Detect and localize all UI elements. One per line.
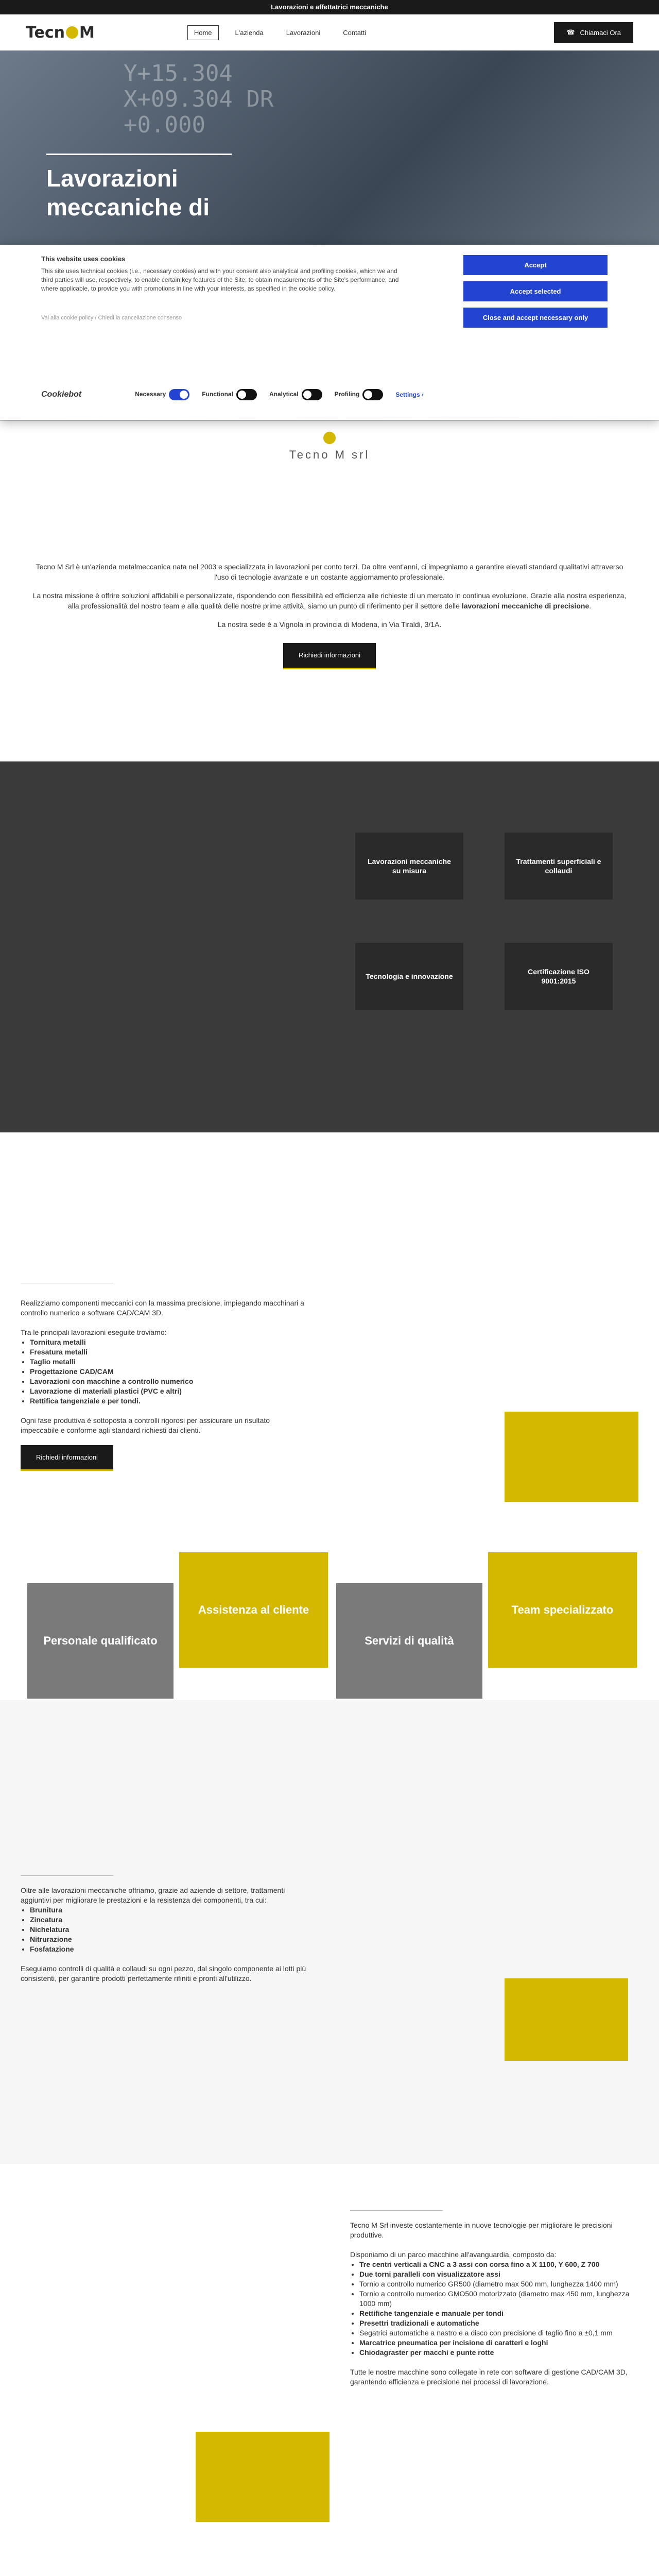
nav-azienda[interactable]: L'azienda <box>235 28 264 37</box>
settings-link[interactable]: Settings › <box>395 391 424 398</box>
card-trattamenti: Trattamenti superficiali e collaudi <box>505 833 613 900</box>
yellow-decor-box <box>196 2432 330 2522</box>
nav-home[interactable]: Home <box>187 25 219 40</box>
top-bar: Lavorazioni e affettatrici meccaniche <box>0 0 659 14</box>
cookie-policy-link[interactable]: Vai alla cookie policy / Chiedi la cancellazione consenso <box>41 315 182 321</box>
tile-personale: Personale qualificato <box>26 1582 175 1700</box>
toggle-necessary[interactable]: Necessary <box>135 389 189 400</box>
cookiebot-logo: Cookiebot <box>41 390 82 399</box>
cookie-text: This site uses technical cookies (i.e., necessary cookies) and with your consent also analytical and profiling cookies, which we and third parties will use, respectively, to enable certain key features of the Site; to obtain measurements of the Site's performance; and where applicable, to provide you with promotions in line with your interests, as specified in the cookie policy. <box>41 267 399 292</box>
cookie-banner <box>0 245 659 420</box>
main-nav <box>187 25 372 40</box>
treatments-section <box>0 1700 659 2164</box>
about-section: Tecno M Srl è un'azienda metalmeccanica nata nel 2003 e specializzata in lavorazioni per conto terzi. Da oltre vent'anni, ci impegniamo a garantire elevati standard qualitativi attraverso l'uso di tecnologie avanzate e un costante aggiornamento professionale. La nostra missione è offrire soluzioni affidabili e personalizzate, rispondendo con flessibilità ed efficienza alle richieste di un mercato in continua evoluzione. Grazie alla nostra esperienza, alla professionalità del nostro team e alla qualità delle nostre prime attività, siamo un punto di riferimento per il settore delle lavorazioni meccaniche di precisione. La nostra sede è a Vignola in provincia di Modena, in Via Tiraldi, 3/1A. Richiedi informazioni <box>31 562 628 669</box>
close-accept-necessary-button[interactable]: Close and accept necessary only <box>463 308 608 328</box>
accept-button[interactable]: Accept <box>463 255 608 275</box>
yellow-decor-box <box>505 1978 628 2061</box>
card-lavorazioni: Lavorazioni meccaniche su misura <box>355 833 463 900</box>
treatments-text: Oltre alle lavorazioni meccaniche offriamo, grazie ad aziende di settore, trattamenti aggiuntivi per migliorare le prestazioni e la resistenza dei componenti, tra cui: • Brunitura • Zincatura • Nichelatura • Nitrurazione • Fosfatazione Eseguiamo controlli di qualità e collaudi su ogni pezzo, dal singolo componente ai lotti più consistenti, per garantire prodotti perfettamente rifiniti e pronti all'utilizzo. <box>21 1886 309 1984</box>
header <box>0 14 659 50</box>
nav-contatti[interactable]: Contatti <box>343 28 367 37</box>
hero-title: Lavorazioni meccaniche di <box>46 165 210 221</box>
accept-selected-button[interactable]: Accept selected <box>463 281 608 301</box>
tile-team: Team specializzato <box>487 1551 638 1669</box>
hero-divider <box>46 154 232 155</box>
logo-gear-icon <box>66 26 78 39</box>
yellow-decor-box <box>505 1412 638 1502</box>
call-button[interactable]: ☎ Chiamaci Ora <box>554 22 633 43</box>
logo[interactable]: Tecn M <box>26 23 95 42</box>
gear-icon <box>323 432 336 444</box>
cookie-title: This website uses cookies <box>41 255 126 263</box>
toggle-functional[interactable]: Functional <box>202 389 257 400</box>
services-section: Realizziamo componenti meccanici con la massima precisione, impiegando macchinari a controllo numerico e software CAD/CAM 3D. Tra le principali lavorazioni eseguite troviamo: • Tornitura metalli • Fresatura metalli • Taglio metalli • Progettazione CAD/CAM • Lavorazioni con macchine a controllo numerico • Lavorazione di materiali plastici (PVC e altri) • Rettifica tangenziale e per tondi. Ogni fase produttiva è sottoposta a controlli rigorosi per assicurare un risultato impeccabile e conforme agli standard richiesti dai clienti. Richiedi informazioni <box>21 1298 309 1471</box>
nav-lavorazioni[interactable]: Lavorazioni <box>286 28 321 37</box>
toggle-profiling[interactable]: Profiling <box>335 389 384 400</box>
hero-bg-text: Y+15.304 X+09.304 DR +0.000 <box>124 60 274 138</box>
divider <box>350 2210 443 2211</box>
features-section <box>0 761 659 1132</box>
tile-servizi: Servizi di qualità <box>335 1582 484 1700</box>
about-title: Tecno M srl <box>289 448 370 461</box>
about-info-button[interactable]: Richiedi informazioni <box>283 643 376 669</box>
card-tecnologia: Tecnologia e innovazione <box>355 943 463 1010</box>
technology-section: Tecno M Srl investe costantemente in nuove tecnologie per migliorare le precisioni produttive. Disponiamo di un parco macchine all'avanguardia, composto da: • Tre centri verticali a CNC a 3 assi con corsa fino a X 1100, Y 600, Z 700 • Due torni paralleli con visualizzatore assi • Tornio a controllo numerico GR500 (diametro max 500 mm, lunghezza 1400 mm) • Tornio a controllo numerico GMO500 motorizzato (diametro max 450 mm, lunghezza 1000 mm) • Rettifiche tangenziale e manuale per tondi • Presettri tradizionali e automatiche • Segatrici automatiche a nastro e a disco con precisione di taglio fino a ±0,1 mm • Marcatrice pneumatica per incisione di caratteri e loghi • Chiodagraster per macchi e punte rotte Tutte le nostre macchine sono collegate in rete con software di gestione CAD/CAM 3D, garantendo efficienza e precisione nei processi di lavorazione. <box>350 2221 638 2387</box>
card-certificazione: Certificazione ISO 9001:2015 <box>505 943 613 1010</box>
divider <box>21 1875 113 1876</box>
services-info-button[interactable]: Richiedi informazioni <box>21 1445 113 1471</box>
tile-assistenza: Assistenza al cliente <box>178 1551 330 1669</box>
toggle-analytical[interactable]: Analytical <box>269 389 322 400</box>
phone-icon: ☎ <box>566 28 575 36</box>
